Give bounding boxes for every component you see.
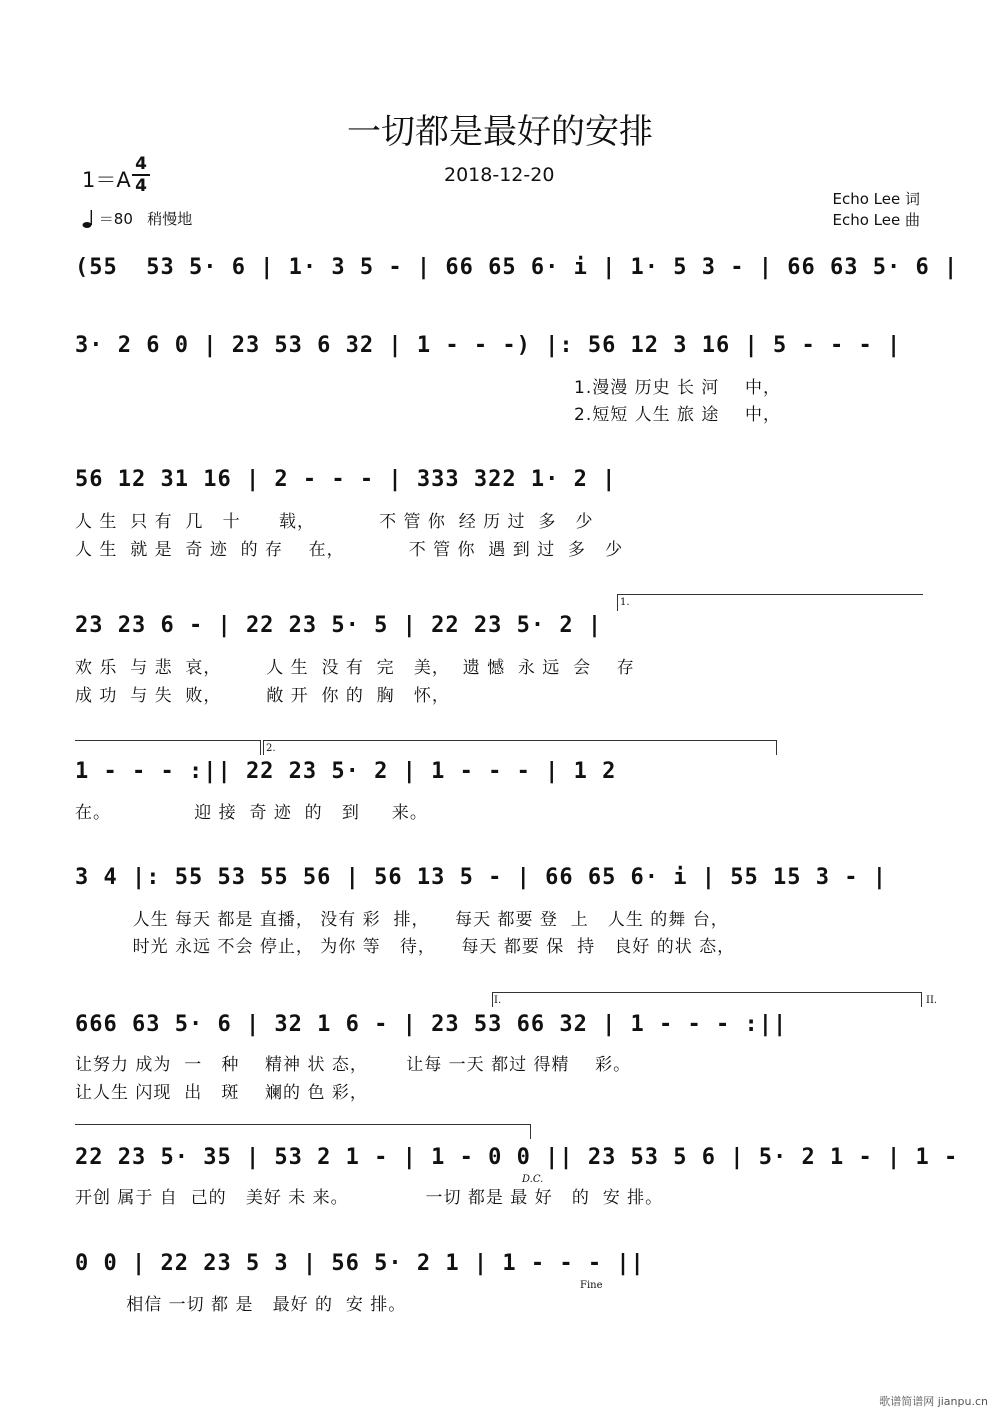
- notation-row-1: (55 53 5· 6 | 1· 3 5 - | 66 65 6· i | 1· 5 3 - | 66 63 5· 6 |: [75, 255, 959, 280]
- notation-row-6: 3 4 |: 55 53 55 56 | 56 13 5 - | 66 65 6· i | 55 15 3 - |: [75, 865, 887, 890]
- lyric-row-7-verse-1: 让努力 成为 一 种 精神 状 态， 让每 一天 都过 得精 彩。: [75, 1055, 632, 1075]
- lyric-row-9: 相信 一切 都 是 最好 的 安 排。: [75, 1295, 407, 1315]
- lyric-row-3-verse-2: 人 生 就 是 奇 迹 的 存 在， 不 管 你 遇 到 过 多 少: [75, 540, 624, 560]
- tempo-value: ＝80: [98, 210, 133, 228]
- lyric-row-2-verse-1: 1.漫漫 历史 长 河 中，: [574, 378, 782, 398]
- song-title: 一切都是最好的安排: [347, 112, 653, 152]
- time-signature-top: 4: [135, 154, 147, 174]
- lyric-row-2-verse-2: 2.短短 人生 旅 途 中，: [574, 405, 782, 425]
- roman-1-bracket: [492, 992, 922, 1007]
- roman-2-label: II.: [926, 995, 938, 1006]
- volta-1-bracket: [617, 594, 923, 611]
- lyric-row-8: 开创 属于 自 己的 美好 未 来。 一切 都是 最 好 的 安 排。: [75, 1188, 664, 1208]
- lyric-row-6-verse-2: 时光 永远 不会 停止， 为你 等 待， 每天 都要 保 持 良好 的状 态，: [75, 937, 736, 957]
- key-signature: 1＝A: [82, 168, 131, 192]
- time-signature-bottom: 4: [132, 174, 150, 196]
- time-signature: [132, 154, 150, 196]
- notation-row-8: 22 23 5· 35 | 53 2 1 - | 1 - 0 0 || 23 53 5 6 | 5· 2 1 - | 1 -: [75, 1145, 959, 1170]
- lyric-row-6-verse-1: 人生 每天 都是 直播， 没有 彩 排， 每天 都要 登 上 人生 的舞 台，: [75, 910, 729, 930]
- lyric-row-4-verse-1: 欢 乐 与 悲 哀， 人 生 没 有 完 美， 遗 憾 永 远 会 存: [75, 658, 635, 678]
- watermark-footer: 歌谱简谱网 jianpu.cn: [879, 1395, 988, 1408]
- lyric-row-3-verse-1: 人 生 只 有 几 十 载， 不 管 你 经 历 过 多 少: [75, 512, 594, 532]
- volta-2-bracket: [263, 740, 777, 755]
- volta-1-end-bracket: [75, 740, 261, 755]
- quarter-note-icon: [82, 209, 94, 229]
- dc-mark: D.C.: [522, 1174, 544, 1185]
- tempo: [82, 208, 192, 229]
- volta-2-label: 2.: [266, 743, 276, 754]
- notation-row-9: 0 0 | 22 23 5 3 | 56 5· 2 1 | 1 - - - ||: [75, 1251, 645, 1276]
- fine-mark: Fine: [580, 1280, 603, 1291]
- date: 2018-12-20: [444, 164, 555, 186]
- roman-1-label: I.: [494, 995, 502, 1006]
- notation-row-4: 23 23 6 - | 22 23 5· 5 | 22 23 5· 2 |: [75, 613, 603, 638]
- notation-row-5: 1 - - - :|| 22 23 5· 2 | 1 - - - | 1 2: [75, 759, 617, 784]
- lyricist: Echo Lee 词: [832, 190, 920, 208]
- lyric-row-5: 在。 迎 接 奇 迹 的 到 来。: [75, 803, 428, 823]
- notation-row-3: 56 12 31 16 | 2 - - - | 333 322 1· 2 |: [75, 467, 617, 492]
- coda-bracket: [75, 1124, 531, 1139]
- volta-1-label: 1.: [620, 597, 630, 608]
- lyric-row-4-verse-2: 成 功 与 失 败， 敞 开 你 的 胸 怀，: [75, 686, 450, 706]
- tempo-marking: 稍慢地: [147, 210, 193, 228]
- composer: Echo Lee 曲: [832, 211, 920, 229]
- notation-row-2: 3· 2 6 0 | 23 53 6 32 | 1 - - -) |: 56 12 3 16 | 5 - - - |: [75, 333, 902, 358]
- lyric-row-7-verse-2: 让人生 闪现 出 斑 斓的 色 彩，: [75, 1083, 368, 1103]
- notation-row-7: 666 63 5· 6 | 32 1 6 - | 23 53 66 32 | 1 - - - :||: [75, 1012, 788, 1037]
